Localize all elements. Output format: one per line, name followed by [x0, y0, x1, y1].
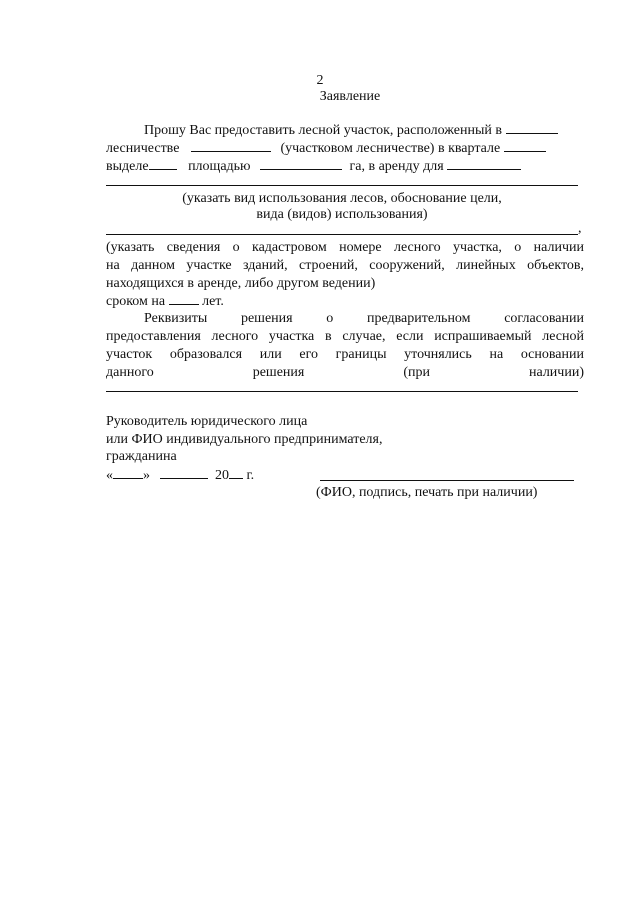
signature-line[interactable] — [320, 480, 574, 481]
blank-field[interactable] — [149, 157, 177, 170]
fill-line[interactable] — [106, 234, 578, 235]
body-line-2 — [106, 139, 584, 158]
body-line-3 — [106, 157, 521, 176]
body-text: га, в аренду для — [349, 159, 444, 174]
day-blank[interactable] — [113, 466, 143, 479]
body-text: выделе — [106, 159, 149, 174]
blank-field[interactable] — [169, 292, 199, 305]
body-text: (участковом лесничестве) в квартале — [280, 141, 501, 156]
hint-text: находящихся в аренде, либо другом ведении) — [106, 276, 376, 291]
requisites-line-4: данного решения (при наличии) — [106, 365, 584, 380]
requisites-line-3: участок образовался или его границы уточнялись на основании — [106, 347, 584, 362]
body-text: лет. — [202, 294, 224, 309]
blank-field[interactable] — [447, 157, 521, 170]
year-blank[interactable] — [229, 466, 243, 479]
signature-caption: (ФИО, подпись, печать при наличии) — [316, 485, 538, 500]
term-line — [106, 292, 224, 311]
quote-close: » — [143, 468, 150, 483]
body-line-1 — [144, 121, 558, 140]
blank-field[interactable] — [504, 139, 546, 152]
hint-text: на данном участке зданий, строений, сооружений, линейных объектов, — [106, 258, 584, 273]
body-text: Прошу Вас предоставить лесной участок, расположенный в — [144, 123, 502, 138]
blank-field[interactable] — [260, 157, 342, 170]
body-text: площадью — [188, 159, 251, 174]
quote-open: « — [106, 468, 113, 483]
hint-text: (указать сведения о кадастровом номере лесного участка, о наличии — [106, 240, 584, 255]
blank-field[interactable] — [506, 121, 558, 134]
year-prefix: 20 — [215, 468, 229, 483]
signature-line-1: Руководитель юридического лица — [106, 414, 308, 429]
year-suffix: г. — [246, 468, 255, 483]
fill-line[interactable] — [106, 185, 578, 186]
hint-text: (указать вид использования лесов, обоснование цели, — [182, 191, 502, 206]
signature-line-3: гражданина — [106, 449, 177, 464]
month-blank[interactable] — [160, 466, 208, 479]
signature-line-2: или ФИО индивидуального предпринимателя, — [106, 432, 383, 447]
hint-text: вида (видов) использования) — [256, 207, 428, 222]
comma: , — [578, 221, 582, 236]
body-text: лесничестве — [106, 141, 180, 156]
page-number: 2 — [316, 73, 324, 88]
body-text: сроком на — [106, 294, 166, 309]
requisites-line-1: Реквизиты решения о предварительном согласовании — [144, 311, 584, 326]
page-title: Заявление — [319, 89, 381, 104]
requisites-line-2: предоставления лесного участка в случае, если испрашиваемый лесной — [106, 329, 584, 344]
date-field — [106, 466, 254, 485]
blank-field[interactable] — [191, 139, 271, 152]
fill-line[interactable] — [106, 391, 578, 392]
